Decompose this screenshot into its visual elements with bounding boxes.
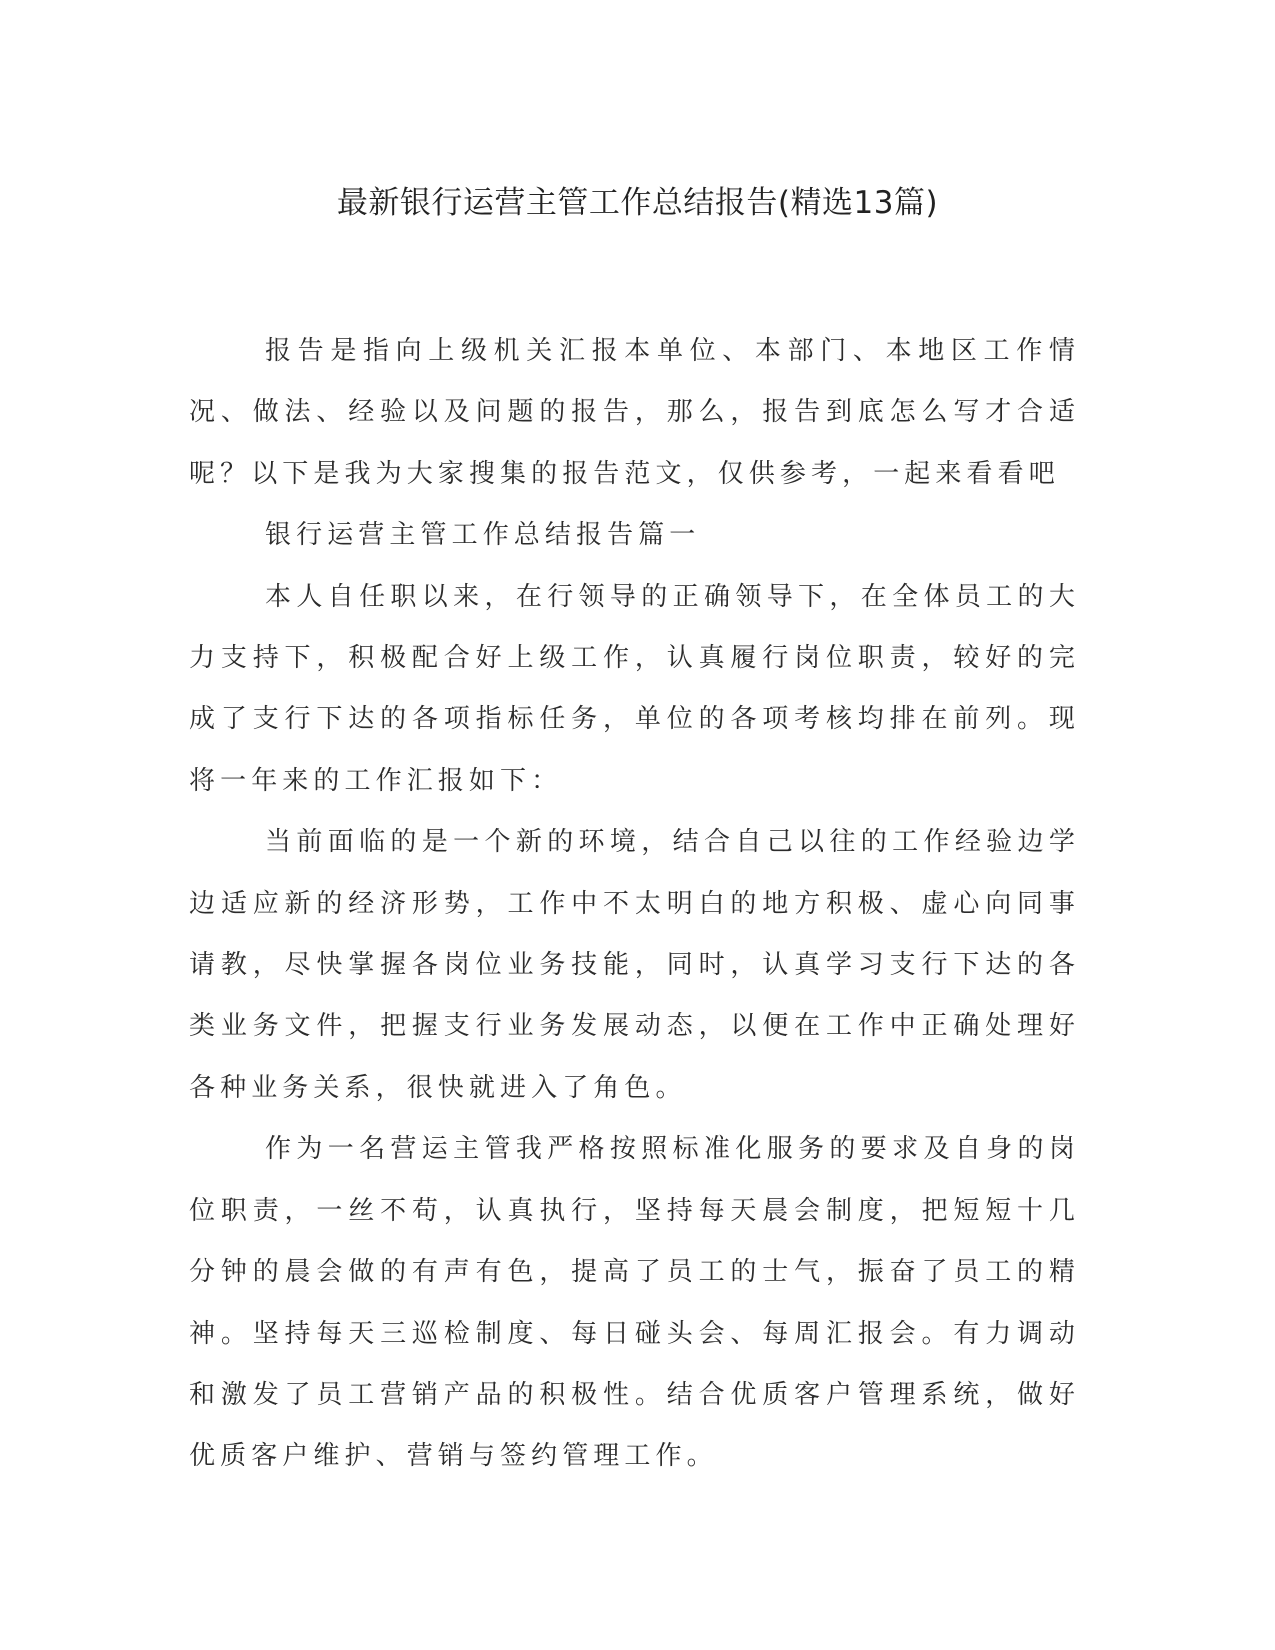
document-body — [189, 321, 1080, 1488]
paragraph-body: 当前面临的是一个新的环境，结合自己以往的工作经验边学边适应新的经济形势，工作中不太明白的地方积极、虚心向同事请教，尽快掌握各岗位业务技能，同时，认真学习支行下达的各类业务文件，把握支行业务发展动态，以便在工作中正确处理好各种业务关系，很快就进入了角色。 — [189, 827, 1080, 1103]
paragraph-intro: 报告是指向上级机关汇报本单位、本部门、本地区工作情况、做法、经验以及问题的报告，那么，报告到底怎么写才合适呢？以下是我为大家搜集的报告范文，仅供参考，一起来看看吧 — [189, 336, 1080, 489]
paragraph-body: 作为一名营运主管我严格按照标准化服务的要求及自身的岗位职责，一丝不苟，认真执行，坚持每天晨会制度，把短短十几分钟的晨会做的有声有色，提高了员工的士气，振奋了员工的精神。坚持每天三巡检制度、每日碰头会、每周汇报会。有力调动和激发了员工营销产品的积极性。结合优质客户管理系统，做好优质客户维护、营销与签约管理工作。 — [189, 1134, 1080, 1472]
paragraph-body: 本人自任职以来，在行领导的正确领导下，在全体员工的大力支持下，积极配合好上级工作，认真履行岗位职责，较好的完成了支行下达的各项指标任务，单位的各项考核均排在前列。现将一年来的工作汇报如下： — [189, 581, 1080, 796]
document-title: 最新银行运营主管工作总结报告(精选13篇) — [336, 185, 939, 221]
section-heading: 银行运营主管工作总结报告篇一 — [265, 520, 701, 551]
